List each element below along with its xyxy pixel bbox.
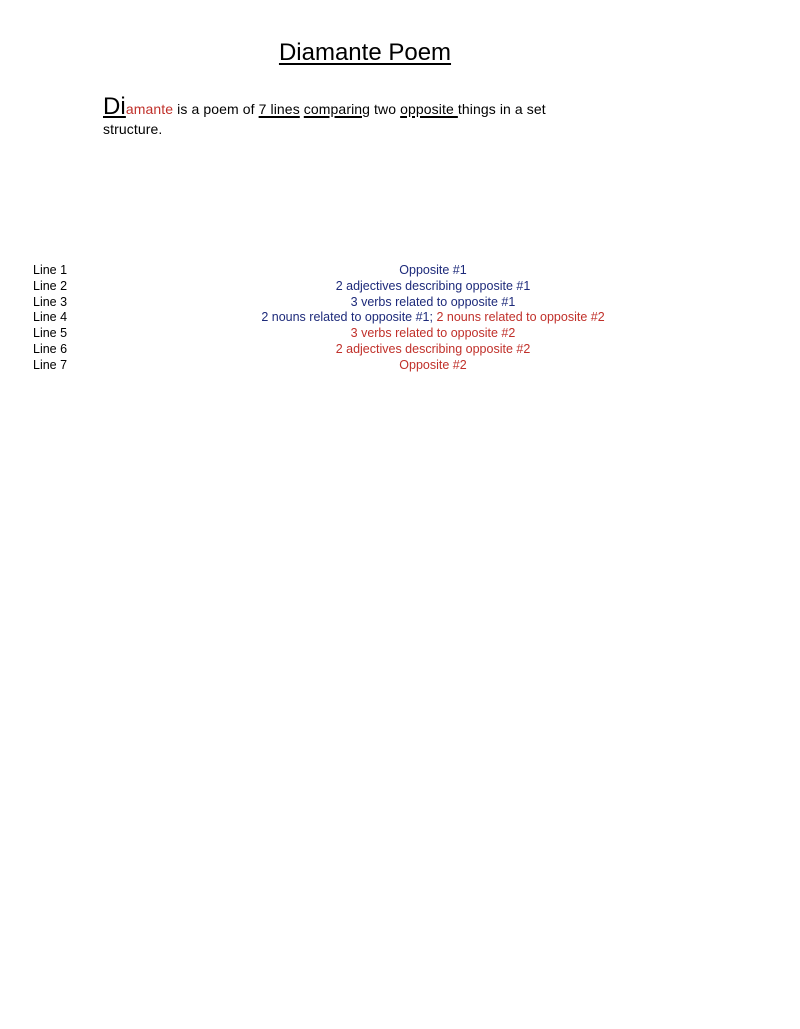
line-labels: [33, 263, 67, 374]
intro-underlined-seven-lines: 7 lines: [258, 101, 300, 117]
intro-text: two: [370, 101, 401, 117]
poem-line-7: Opposite #2: [399, 357, 467, 372]
poem-line-3: 3 verbs related to opposite #1: [350, 294, 516, 309]
poem-line-4: [200, 310, 666, 326]
poem-line-5: 3 verbs related to opposite #2: [350, 326, 516, 341]
intro-big-letters: Di: [103, 93, 126, 120]
line-label: Line 2: [33, 278, 68, 293]
poem-line-6: 2 adjectives describing opposite #2: [335, 341, 531, 356]
intro-text: things in a set: [457, 101, 546, 117]
page-title: Diamante Poem: [278, 39, 452, 66]
intro-text-structure: structure.: [103, 121, 163, 137]
intro-paragraph: [103, 93, 623, 139]
line-label: Line 3: [33, 294, 68, 309]
poem-line-4-second-half: 2 nouns related to opposite #2: [436, 310, 605, 325]
line-label: Line 6: [33, 341, 68, 356]
line-label: Line 1: [33, 263, 68, 277]
line-label: Line 5: [33, 326, 68, 341]
intro-underlined-comparing: comparing: [303, 101, 371, 117]
line-label: Line 7: [33, 357, 68, 372]
poem-line-4-first-half: 2 nouns related to opposite #1;: [261, 310, 437, 325]
poem-line-1: Opposite #1: [399, 263, 467, 277]
intro-underlined-opposite: opposite: [400, 101, 458, 117]
intro-text: is a poem of: [173, 101, 259, 117]
poem-line-2: 2 adjectives describing opposite #1: [335, 278, 531, 293]
poem-structure: [200, 263, 666, 374]
line-label: Line 4: [33, 310, 68, 325]
intro-red-text: amante: [125, 101, 174, 117]
